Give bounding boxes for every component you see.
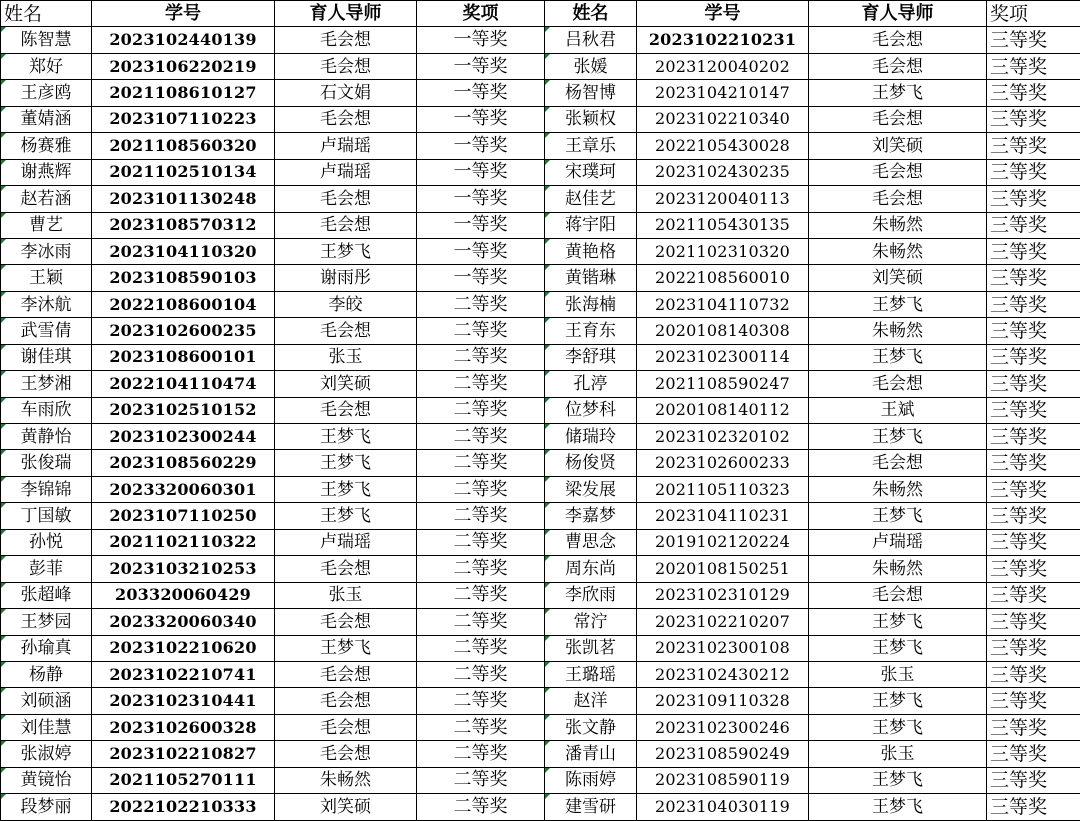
cell-award-left[interactable]: 一等奖: [417, 27, 545, 53]
cell-name-left[interactable]: 黄镜怡: [1, 767, 92, 793]
table-row: [1, 767, 1080, 793]
cell-student-id-left[interactable]: 2023106220219: [92, 53, 275, 79]
cell-mentor-left[interactable]: 王梦飞: [275, 450, 417, 476]
cell-mentor-right[interactable]: 毛会想: [809, 582, 987, 608]
cell-student-id-right[interactable]: 2019102120224: [637, 529, 809, 555]
cell-mentor-left[interactable]: 王梦飞: [275, 424, 417, 450]
cell-mentor-right[interactable]: 王斌: [809, 397, 987, 423]
cell-mentor-left[interactable]: 王梦飞: [275, 635, 417, 661]
cell-mentor-left[interactable]: 卢瑞瑶: [275, 159, 417, 185]
cell-name-left[interactable]: 陈智慧: [1, 27, 92, 53]
cell-mentor-left[interactable]: 毛会想: [275, 27, 417, 53]
cell-student-id-left[interactable]: 2023103210253: [92, 556, 275, 582]
cell-award-right[interactable]: 三等奖: [987, 291, 1080, 317]
cell-student-id-right[interactable]: 2023104110732: [637, 291, 809, 317]
cell-award-left[interactable]: 二等奖: [417, 741, 545, 767]
cell-mentor-right[interactable]: 王梦飞: [809, 794, 987, 820]
cell-mentor-right[interactable]: 王梦飞: [809, 344, 987, 370]
cell-student-id-left[interactable]: 2023107110250: [92, 503, 275, 529]
cell-award-right[interactable]: 三等奖: [987, 661, 1080, 687]
cell-student-id-right[interactable]: 2023104030119: [637, 794, 809, 820]
cell-award-right[interactable]: 三等奖: [987, 397, 1080, 423]
cell-student-id-right[interactable]: 2023109110328: [637, 688, 809, 714]
cell-name-right[interactable]: 张凯茗: [545, 635, 637, 661]
cell-name-left[interactable]: 武雪倩: [1, 318, 92, 344]
table-row: [1, 186, 1080, 212]
cell-mentor-right[interactable]: 刘笑硕: [809, 133, 987, 159]
cell-name-right[interactable]: 周东尚: [545, 556, 637, 582]
cell-award-left[interactable]: 二等奖: [417, 714, 545, 740]
cell-name-right[interactable]: 赵佳艺: [545, 186, 637, 212]
cell-mentor-left[interactable]: 谢雨彤: [275, 265, 417, 291]
table-row: [1, 609, 1080, 635]
cell-student-id-left[interactable]: 2023104110320: [92, 238, 275, 264]
cell-mentor-left[interactable]: 张玉: [275, 582, 417, 608]
cell-mentor-right[interactable]: 毛会想: [809, 106, 987, 132]
cell-mentor-right[interactable]: 王梦飞: [809, 80, 987, 106]
cell-award-left[interactable]: 二等奖: [417, 609, 545, 635]
cell-award-right[interactable]: 三等奖: [987, 556, 1080, 582]
cell-award-right[interactable]: 三等奖: [987, 609, 1080, 635]
cell-name-left[interactable]: 刘硕涵: [1, 688, 92, 714]
cell-student-id-right[interactable]: 2023102430235: [637, 159, 809, 185]
cell-name-left[interactable]: 孙悦: [1, 529, 92, 555]
cell-award-left[interactable]: 二等奖: [417, 344, 545, 370]
cell-student-id-left[interactable]: 2023102210620: [92, 635, 275, 661]
cell-student-id-right[interactable]: 2023102430212: [637, 661, 809, 687]
cell-student-id-left[interactable]: 2023320060301: [92, 476, 275, 502]
cell-student-id-left[interactable]: 2023102600235: [92, 318, 275, 344]
cell-student-id-left[interactable]: 2023102300244: [92, 424, 275, 450]
cell-award-right[interactable]: 三等奖: [987, 503, 1080, 529]
cell-name-right[interactable]: 张颖权: [545, 106, 637, 132]
cell-award-left[interactable]: 二等奖: [417, 291, 545, 317]
cell-mentor-left[interactable]: 毛会想: [275, 556, 417, 582]
cell-mentor-left[interactable]: 刘笑硕: [275, 794, 417, 820]
cell-mentor-left[interactable]: 毛会想: [275, 106, 417, 132]
cell-student-id-left[interactable]: 2022102210333: [92, 794, 275, 820]
cell-student-id-left[interactable]: 2023107110223: [92, 106, 275, 132]
cell-mentor-left[interactable]: 李皎: [275, 291, 417, 317]
cell-student-id-right[interactable]: 2023120040113: [637, 186, 809, 212]
header-row: [1, 1, 1080, 27]
table-row: [1, 635, 1080, 661]
cell-student-id-left[interactable]: 2021102510134: [92, 159, 275, 185]
table-row: [1, 106, 1080, 132]
cell-award-right[interactable]: 三等奖: [987, 450, 1080, 476]
cell-name-left[interactable]: 张淑婷: [1, 741, 92, 767]
cell-name-right[interactable]: 王章乐: [545, 133, 637, 159]
cell-name-right[interactable]: 张媛: [545, 53, 637, 79]
cell-mentor-left[interactable]: 王梦飞: [275, 238, 417, 264]
cell-name-right[interactable]: 储瑞玲: [545, 424, 637, 450]
cell-name-right[interactable]: 宋璞珂: [545, 159, 637, 185]
cell-student-id-left[interactable]: 2023102440139: [92, 27, 275, 53]
cell-award-left[interactable]: 二等奖: [417, 582, 545, 608]
cell-student-id-right[interactable]: 2023102320102: [637, 424, 809, 450]
cell-award-right[interactable]: 三等奖: [987, 318, 1080, 344]
cell-name-right[interactable]: 建雪研: [545, 794, 637, 820]
cell-name-left[interactable]: 王彦鸥: [1, 80, 92, 106]
cell-name-left[interactable]: 董婧涵: [1, 106, 92, 132]
cell-student-id-left[interactable]: 2023102510152: [92, 397, 275, 423]
cell-name-left[interactable]: 王梦园: [1, 609, 92, 635]
cell-name-left[interactable]: 曹艺: [1, 212, 92, 238]
cell-award-left[interactable]: 二等奖: [417, 503, 545, 529]
cell-award-left[interactable]: 一等奖: [417, 212, 545, 238]
cell-student-id-right[interactable]: 2020108150251: [637, 556, 809, 582]
cell-student-id-left[interactable]: 2023101130248: [92, 186, 275, 212]
cell-student-id-right[interactable]: 2023104110231: [637, 503, 809, 529]
cell-name-left[interactable]: 孙瑜真: [1, 635, 92, 661]
cell-award-right[interactable]: 三等奖: [987, 424, 1080, 450]
cell-award-right[interactable]: 三等奖: [987, 794, 1080, 820]
table-body: [1, 27, 1080, 820]
cell-award-right[interactable]: 三等奖: [987, 133, 1080, 159]
cell-name-right[interactable]: 黄艳格: [545, 238, 637, 264]
cell-student-id-right[interactable]: 2022105430028: [637, 133, 809, 159]
cell-mentor-left[interactable]: 卢瑞瑶: [275, 133, 417, 159]
cell-mentor-left[interactable]: 毛会想: [275, 609, 417, 635]
table-row: [1, 318, 1080, 344]
cell-mentor-right[interactable]: 王梦飞: [809, 424, 987, 450]
cell-award-right[interactable]: 三等奖: [987, 688, 1080, 714]
table-row: [1, 741, 1080, 767]
cell-award-right[interactable]: 三等奖: [987, 635, 1080, 661]
cell-award-right[interactable]: 三等奖: [987, 27, 1080, 53]
cell-mentor-right[interactable]: 毛会想: [809, 27, 987, 53]
cell-award-left[interactable]: 二等奖: [417, 794, 545, 820]
cell-name-right[interactable]: 王育东: [545, 318, 637, 344]
cell-mentor-right[interactable]: 张玉: [809, 661, 987, 687]
cell-name-right[interactable]: 陈雨婷: [545, 767, 637, 793]
cell-mentor-right[interactable]: 朱畅然: [809, 476, 987, 502]
header-award-right[interactable]: 奖项: [987, 1, 1080, 27]
cell-mentor-left[interactable]: 石文娟: [275, 80, 417, 106]
cell-award-left[interactable]: 二等奖: [417, 476, 545, 502]
cell-name-right[interactable]: 吕秋君: [545, 27, 637, 53]
cell-award-left[interactable]: 一等奖: [417, 159, 545, 185]
table-row: [1, 159, 1080, 185]
header-name-right[interactable]: 姓名: [545, 1, 637, 27]
table-row: [1, 476, 1080, 502]
cell-name-right[interactable]: 王璐瑶: [545, 661, 637, 687]
cell-student-id-right[interactable]: 2021105110323: [637, 476, 809, 502]
cell-name-right[interactable]: 常泞: [545, 609, 637, 635]
cell-student-id-left[interactable]: 2021108610127: [92, 80, 275, 106]
cell-mentor-left[interactable]: 毛会想: [275, 212, 417, 238]
cell-mentor-right[interactable]: 毛会想: [809, 53, 987, 79]
cell-name-left[interactable]: 王颖: [1, 265, 92, 291]
cell-student-id-left[interactable]: 2023108570312: [92, 212, 275, 238]
cell-student-id-right[interactable]: 2023102310129: [637, 582, 809, 608]
cell-name-left[interactable]: 彭菲: [1, 556, 92, 582]
cell-award-left[interactable]: 一等奖: [417, 53, 545, 79]
cell-name-left[interactable]: 赵若涵: [1, 186, 92, 212]
table-row: [1, 661, 1080, 687]
cell-student-id-left[interactable]: 2022104110474: [92, 371, 275, 397]
cell-name-left[interactable]: 李冰雨: [1, 238, 92, 264]
cell-student-id-right[interactable]: 2023102600233: [637, 450, 809, 476]
cell-name-left[interactable]: 丁国敏: [1, 503, 92, 529]
cell-name-right[interactable]: 位梦科: [545, 397, 637, 423]
cell-name-left[interactable]: 张超峰: [1, 582, 92, 608]
cell-award-left[interactable]: 二等奖: [417, 397, 545, 423]
cell-mentor-right[interactable]: 朱畅然: [809, 212, 987, 238]
cell-student-id-right[interactable]: 2023102300246: [637, 714, 809, 740]
cell-mentor-right[interactable]: 王梦飞: [809, 714, 987, 740]
cell-student-id-right[interactable]: 2020108140308: [637, 318, 809, 344]
cell-award-right[interactable]: 三等奖: [987, 186, 1080, 212]
cell-mentor-left[interactable]: 卢瑞瑶: [275, 529, 417, 555]
cell-name-right[interactable]: 赵洋: [545, 688, 637, 714]
cell-student-id-right[interactable]: 2023104210147: [637, 80, 809, 106]
cell-award-left[interactable]: 二等奖: [417, 318, 545, 344]
cell-student-id-left[interactable]: 2023320060340: [92, 609, 275, 635]
cell-mentor-right[interactable]: 王梦飞: [809, 767, 987, 793]
cell-mentor-left[interactable]: 毛会想: [275, 186, 417, 212]
cell-mentor-right[interactable]: 王梦飞: [809, 291, 987, 317]
table-row: [1, 371, 1080, 397]
cell-award-right[interactable]: 三等奖: [987, 159, 1080, 185]
cell-award-right[interactable]: 三等奖: [987, 582, 1080, 608]
cell-award-right[interactable]: 三等奖: [987, 741, 1080, 767]
cell-name-right[interactable]: 张文静: [545, 714, 637, 740]
cell-name-left[interactable]: 杨静: [1, 661, 92, 687]
cell-award-left[interactable]: 二等奖: [417, 450, 545, 476]
cell-name-right[interactable]: 李欣雨: [545, 582, 637, 608]
cell-award-left[interactable]: 二等奖: [417, 767, 545, 793]
cell-award-right[interactable]: 三等奖: [987, 476, 1080, 502]
cell-name-left[interactable]: 谢佳琪: [1, 344, 92, 370]
table-row: [1, 80, 1080, 106]
table-row: [1, 133, 1080, 159]
cell-student-id-right[interactable]: 2021105430135: [637, 212, 809, 238]
cell-award-left[interactable]: 二等奖: [417, 424, 545, 450]
cell-student-id-right[interactable]: 2021102310320: [637, 238, 809, 264]
cell-mentor-right[interactable]: 卢瑞瑶: [809, 529, 987, 555]
header-mentor-right[interactable]: 育人导师: [809, 1, 987, 27]
cell-student-id-right[interactable]: 2023108590249: [637, 741, 809, 767]
cell-mentor-right[interactable]: 刘笑硕: [809, 265, 987, 291]
cell-award-right[interactable]: 三等奖: [987, 767, 1080, 793]
cell-award-right[interactable]: 三等奖: [987, 212, 1080, 238]
cell-student-id-left[interactable]: 2022108600104: [92, 291, 275, 317]
table-row: [1, 794, 1080, 820]
header-student-id-right[interactable]: 学号: [637, 1, 809, 27]
table-row: [1, 450, 1080, 476]
table-row: [1, 556, 1080, 582]
cell-name-right[interactable]: 孔渟: [545, 371, 637, 397]
table-row: [1, 238, 1080, 264]
cell-student-id-left[interactable]: 2023108560229: [92, 450, 275, 476]
cell-student-id-right[interactable]: 2023120040202: [637, 53, 809, 79]
cell-student-id-right[interactable]: 2023102300108: [637, 635, 809, 661]
cell-student-id-left[interactable]: 2023102210827: [92, 741, 275, 767]
cell-award-right[interactable]: 三等奖: [987, 53, 1080, 79]
table-row: [1, 27, 1080, 53]
table-row: [1, 212, 1080, 238]
cell-award-left[interactable]: 二等奖: [417, 529, 545, 555]
cell-mentor-right[interactable]: 毛会想: [809, 159, 987, 185]
cell-student-id-right[interactable]: 2020108140112: [637, 397, 809, 423]
cell-mentor-left[interactable]: 毛会想: [275, 661, 417, 687]
cell-name-left[interactable]: 王梦湘: [1, 371, 92, 397]
cell-mentor-right[interactable]: 王梦飞: [809, 688, 987, 714]
cell-mentor-right[interactable]: 朱畅然: [809, 238, 987, 264]
cell-award-right[interactable]: 三等奖: [987, 714, 1080, 740]
header-award-left[interactable]: 奖项: [417, 1, 545, 27]
cell-student-id-left[interactable]: 2023108600101: [92, 344, 275, 370]
cell-student-id-right[interactable]: 2023108590119: [637, 767, 809, 793]
cell-name-left[interactable]: 黄静怡: [1, 424, 92, 450]
cell-award-right[interactable]: 三等奖: [987, 106, 1080, 132]
cell-mentor-left[interactable]: 朱畅然: [275, 767, 417, 793]
table-row: [1, 529, 1080, 555]
cell-award-left[interactable]: 一等奖: [417, 106, 545, 132]
cell-award-left[interactable]: 一等奖: [417, 133, 545, 159]
cell-mentor-left[interactable]: 张玉: [275, 344, 417, 370]
cell-award-right[interactable]: 三等奖: [987, 529, 1080, 555]
cell-name-right[interactable]: 张海楠: [545, 291, 637, 317]
cell-student-id-right[interactable]: 2023102210207: [637, 609, 809, 635]
cell-mentor-right[interactable]: 王梦飞: [809, 503, 987, 529]
cell-award-left[interactable]: 一等奖: [417, 186, 545, 212]
cell-student-id-left[interactable]: 2021108560320: [92, 133, 275, 159]
cell-name-left[interactable]: 李锦锦: [1, 476, 92, 502]
table-row: [1, 53, 1080, 79]
cell-mentor-right[interactable]: 朱畅然: [809, 318, 987, 344]
cell-name-left[interactable]: 李沐航: [1, 291, 92, 317]
cell-award-left[interactable]: 二等奖: [417, 556, 545, 582]
table-row: [1, 714, 1080, 740]
cell-student-id-left[interactable]: 203320060429: [92, 582, 275, 608]
cell-mentor-right[interactable]: 王梦飞: [809, 609, 987, 635]
cell-name-left[interactable]: 杨赛雅: [1, 133, 92, 159]
cell-name-right[interactable]: 杨俊贤: [545, 450, 637, 476]
cell-name-left[interactable]: 刘佳慧: [1, 714, 92, 740]
cell-name-right[interactable]: 潘青山: [545, 741, 637, 767]
cell-award-right[interactable]: 三等奖: [987, 80, 1080, 106]
cell-mentor-left[interactable]: 刘笑硕: [275, 371, 417, 397]
header-mentor-left[interactable]: 育人导师: [275, 1, 417, 27]
cell-name-left[interactable]: 段梦丽: [1, 794, 92, 820]
table-row: [1, 344, 1080, 370]
table-row: [1, 424, 1080, 450]
cell-student-id-right[interactable]: 2023102210340: [637, 106, 809, 132]
cell-name-right[interactable]: 黄锴琳: [545, 265, 637, 291]
cell-student-id-left[interactable]: 2023108590103: [92, 265, 275, 291]
cell-award-right[interactable]: 三等奖: [987, 265, 1080, 291]
cell-name-right[interactable]: 蒋宇阳: [545, 212, 637, 238]
cell-student-id-right[interactable]: 2023102300114: [637, 344, 809, 370]
table-row: [1, 582, 1080, 608]
cell-name-right[interactable]: 曹思念: [545, 529, 637, 555]
cell-mentor-right[interactable]: 毛会想: [809, 186, 987, 212]
cell-award-right[interactable]: 三等奖: [987, 238, 1080, 264]
cell-mentor-left[interactable]: 毛会想: [275, 714, 417, 740]
cell-name-right[interactable]: 杨智博: [545, 80, 637, 106]
cell-mentor-right[interactable]: 王梦飞: [809, 635, 987, 661]
header-name-left[interactable]: 姓名: [1, 1, 92, 27]
cell-mentor-right[interactable]: 毛会想: [809, 371, 987, 397]
cell-award-left[interactable]: 二等奖: [417, 371, 545, 397]
cell-award-right[interactable]: 三等奖: [987, 344, 1080, 370]
cell-mentor-right[interactable]: 张玉: [809, 741, 987, 767]
cell-award-left[interactable]: 二等奖: [417, 661, 545, 687]
cell-student-id-right[interactable]: 2022108560010: [637, 265, 809, 291]
table-row: [1, 397, 1080, 423]
header-student-id-left[interactable]: 学号: [92, 1, 275, 27]
cell-mentor-left[interactable]: 毛会想: [275, 53, 417, 79]
cell-award-left[interactable]: 一等奖: [417, 80, 545, 106]
cell-name-right[interactable]: 李嘉梦: [545, 503, 637, 529]
cell-award-left[interactable]: 一等奖: [417, 265, 545, 291]
cell-mentor-left[interactable]: 毛会想: [275, 397, 417, 423]
cell-mentor-right[interactable]: 毛会想: [809, 450, 987, 476]
table-row: [1, 265, 1080, 291]
cell-mentor-left[interactable]: 王梦飞: [275, 503, 417, 529]
table-row: [1, 688, 1080, 714]
cell-student-id-left[interactable]: 2023102310441: [92, 688, 275, 714]
cell-award-left[interactable]: 二等奖: [417, 688, 545, 714]
cell-student-id-left[interactable]: 2021105270111: [92, 767, 275, 793]
table-row: [1, 503, 1080, 529]
cell-award-left[interactable]: 二等奖: [417, 635, 545, 661]
cell-student-id-right[interactable]: 2021108590247: [637, 371, 809, 397]
cell-student-id-right[interactable]: 2023102210231: [637, 27, 809, 53]
cell-award-right[interactable]: 三等奖: [987, 371, 1080, 397]
cell-name-left[interactable]: 车雨欣: [1, 397, 92, 423]
cell-name-left[interactable]: 谢燕辉: [1, 159, 92, 185]
cell-name-right[interactable]: 李舒琪: [545, 344, 637, 370]
cell-student-id-left[interactable]: 2023102600328: [92, 714, 275, 740]
cell-mentor-left[interactable]: 王梦飞: [275, 476, 417, 502]
cell-name-left[interactable]: 郑好: [1, 53, 92, 79]
cell-mentor-left[interactable]: 毛会想: [275, 688, 417, 714]
cell-name-right[interactable]: 梁发展: [545, 476, 637, 502]
cell-mentor-left[interactable]: 毛会想: [275, 741, 417, 767]
cell-mentor-right[interactable]: 朱畅然: [809, 556, 987, 582]
cell-name-left[interactable]: 张俊瑞: [1, 450, 92, 476]
table-row: [1, 291, 1080, 317]
cell-award-left[interactable]: 一等奖: [417, 238, 545, 264]
cell-mentor-left[interactable]: 毛会想: [275, 318, 417, 344]
cell-student-id-left[interactable]: 2021102110322: [92, 529, 275, 555]
cell-student-id-left[interactable]: 2023102210741: [92, 661, 275, 687]
